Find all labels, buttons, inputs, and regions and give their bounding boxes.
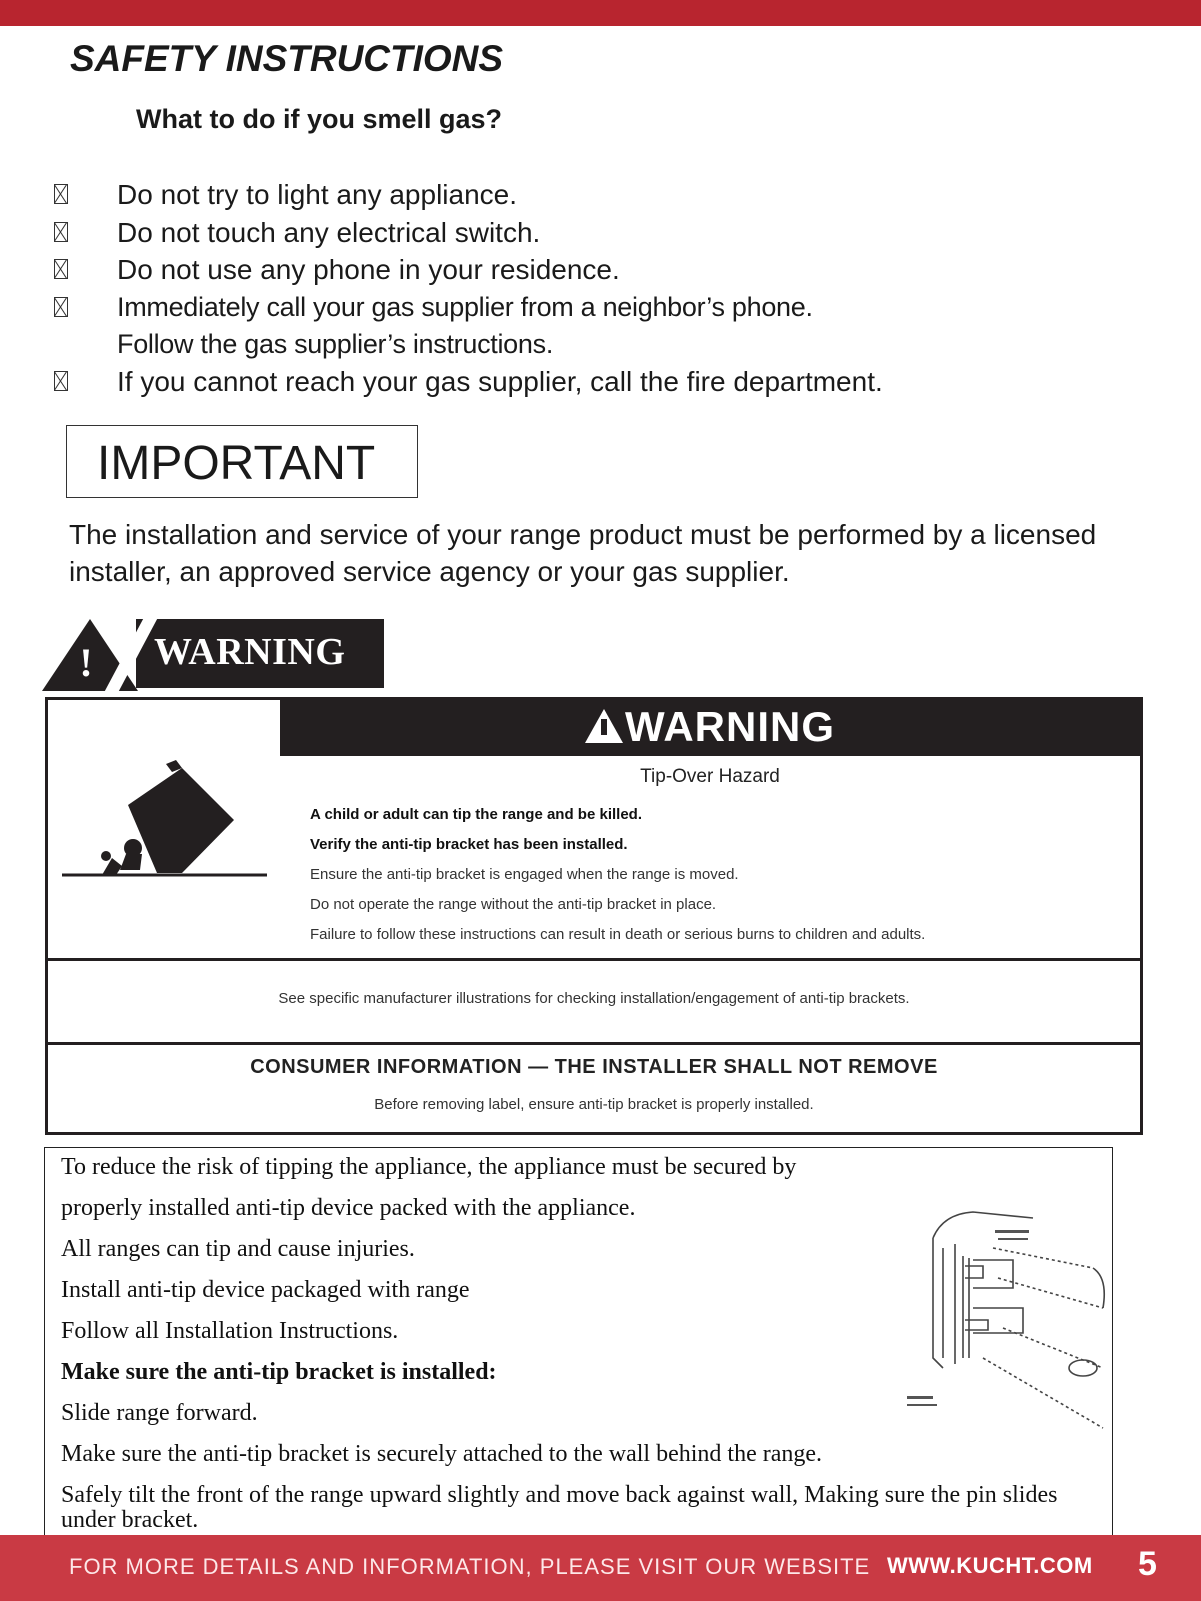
divider [48, 958, 1140, 961]
manufacturer-note: See specific manufacturer illustrations for checking installation/engagement of anti-tip brackets. [278, 990, 910, 1007]
list-item: Do not try to light any appliance. [52, 176, 1152, 214]
anti-tip-instructions [44, 1147, 1113, 1542]
checkbox-bullet-icon [54, 259, 68, 279]
warning-banner [42, 619, 384, 691]
divider [48, 1042, 1140, 1045]
instruction-line: Make sure the anti-tip bracket is securely attached to the wall behind the range. [61, 1441, 823, 1467]
instruction-line: properly installed anti-tip device packed with the appliance. [61, 1195, 636, 1221]
page-footer [0, 1535, 1201, 1601]
consumer-info-note: Before removing label, ensure anti-tip bracket is properly installed. [374, 1096, 814, 1113]
warning-triangle-icon [585, 709, 623, 743]
page-number: 5 [1138, 1545, 1157, 1583]
warning-label-heading: WARNING [625, 703, 835, 750]
list-item-continuation: Follow the gas supplier’s instructions. [117, 329, 554, 359]
hazard-line: A child or adult can tip the range and be killed. [310, 806, 642, 823]
website-link[interactable]: WWW.KUCHT.COM [887, 1553, 1093, 1578]
list-item: Immediately call your gas supplier from a neighbor’s phone. [52, 289, 1152, 327]
warning-banner-label: WARNING [154, 631, 346, 673]
checkbox-bullet-icon [54, 184, 68, 204]
anti-tip-bracket-illustration-icon [903, 1208, 1113, 1438]
exclamation-icon: ! [79, 640, 93, 685]
hazard-line: Verify the anti-tip bracket has been installed. [310, 836, 628, 853]
top-brand-bar [0, 0, 1201, 26]
checkbox-bullet-icon [54, 297, 68, 317]
instruction-line: Follow all Installation Instructions. [61, 1318, 399, 1344]
list-item: If you cannot reach your gas supplier, call the fire department. [52, 363, 1152, 401]
warning-label-header [280, 700, 1140, 756]
instruction-line: To reduce the risk of tipping the appliance, the appliance must be secured by [61, 1154, 797, 1180]
hazard-line: Do not operate the range without the anti-tip bracket in place. [310, 896, 717, 913]
hazard-line: Ensure the anti-tip bracket is engaged when the range is moved. [310, 866, 739, 883]
list-item: Do not use any phone in your residence. [52, 251, 1152, 289]
consumer-info-heading: CONSUMER INFORMATION — THE INSTALLER SHALL NOT REMOVE [250, 1056, 938, 1078]
instruction-heading: Make sure the anti-tip bracket is installed: [61, 1359, 497, 1385]
tip-over-illustration-icon [62, 758, 267, 883]
checkbox-bullet-icon [54, 222, 68, 242]
tip-over-warning-label [45, 697, 1143, 1135]
page-title: SAFETY INSTRUCTIONS [70, 38, 504, 79]
instruction-line: Install anti-tip device packaged with range [61, 1277, 470, 1303]
instruction-line: Slide range forward. [61, 1400, 258, 1426]
instruction-line: All ranges can tip and cause injuries. [61, 1236, 415, 1262]
important-label: IMPORTANT [97, 437, 376, 490]
instruction-line: Safely tilt the front of the range upward slightly and move back against wall, Making sure the pin slides under bracket. [61, 1482, 1058, 1533]
list-item: Do not touch any electrical switch. [52, 214, 1152, 252]
section-subtitle: What to do if you smell gas? [136, 104, 503, 134]
checkbox-bullet-icon [54, 371, 68, 391]
hazard-lines [310, 800, 1130, 950]
hazard-line: Failure to follow these instructions can result in death or serious burns to children and adults. [310, 926, 926, 943]
footer-text: FOR MORE DETAILS AND INFORMATION, PLEASE VISIT OUR WEBSITE [69, 1554, 871, 1579]
important-text: The installation and service of your range product must be performed by a licensed installer, an approved service agency or your gas supplier. [69, 519, 1097, 587]
gas-smell-steps [52, 176, 1152, 401]
hazard-title: Tip-Over Hazard [640, 766, 780, 787]
important-label-box [66, 425, 418, 498]
